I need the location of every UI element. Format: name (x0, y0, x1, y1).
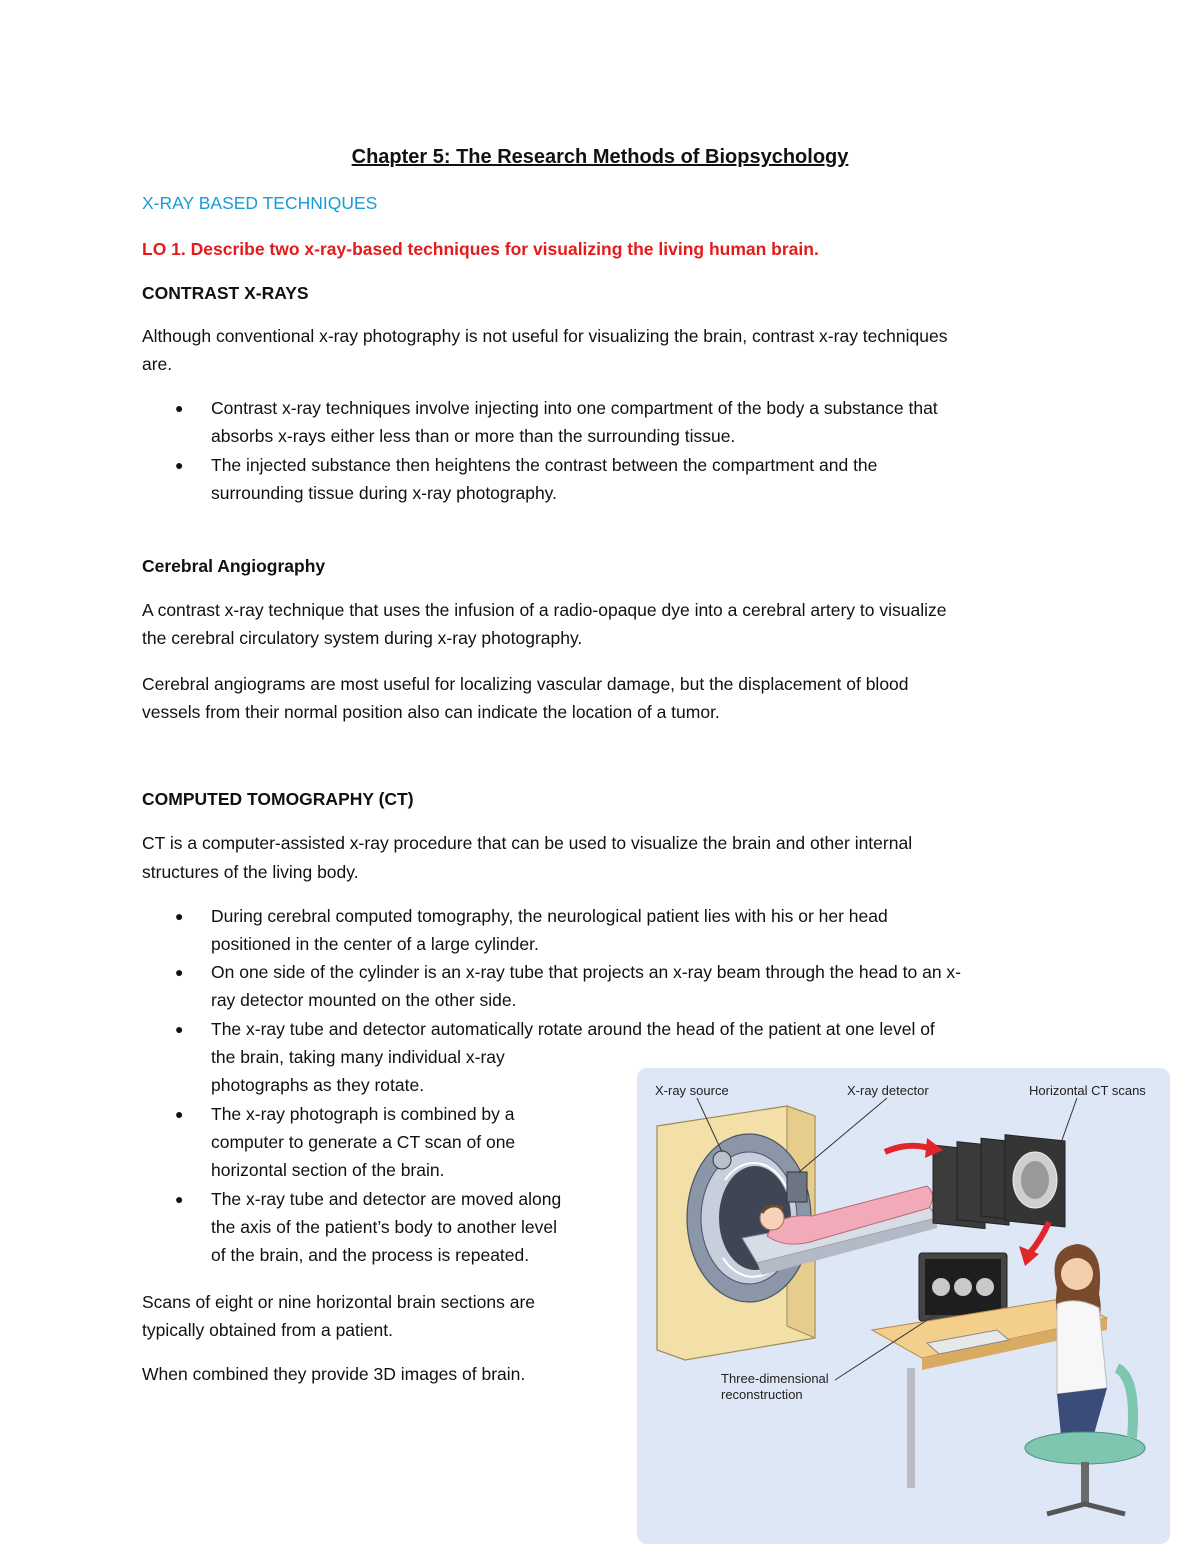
ct-scanner-illustration (637, 1068, 1170, 1544)
ct-bullet-line: of the brain, and the process is repeated. (211, 1245, 530, 1265)
label-horizontal-scans: Horizontal CT scans (1029, 1083, 1146, 1098)
label-reconstruction: reconstruction (721, 1387, 803, 1402)
seated-operator (1025, 1244, 1145, 1514)
ct-closing-line: Scans of eight or nine horizontal brain sections are (142, 1292, 536, 1312)
label-xray-source: X-ray source (655, 1083, 729, 1098)
ct-intro-line: CT is a computer-assisted x-ray procedure that can be used to visualize the brain and other internal (142, 833, 913, 853)
contrast-bullet-line: surrounding tissue during x-ray photography. (211, 483, 557, 503)
ct-bullet-line: photographs as they rotate. (211, 1075, 425, 1095)
ct-bullet-line: ray detector mounted on the other side. (211, 990, 517, 1010)
ct-bullet-line: the brain, taking many individual x-ray (211, 1047, 505, 1067)
ct-closing-line: typically obtained from a patient. (142, 1320, 393, 1340)
bullet-dot: ● (175, 1191, 184, 1207)
ct-bullet-line: computer to generate a CT scan of one (211, 1132, 516, 1152)
ct-closing-line: When combined they provide 3D images of brain. (142, 1364, 526, 1384)
ct-bullet-line: positioned in the center of a large cylinder. (211, 934, 539, 954)
contrast-bullet-line: Contrast x-ray techniques involve injecting into one compartment of the body a substance that (211, 398, 938, 418)
bullet-dot: ● (175, 457, 184, 473)
ct-scanner-figure (637, 1068, 1170, 1544)
contrast-intro-line: are. (142, 354, 173, 374)
arrow-down-icon (1029, 1222, 1049, 1254)
label-reconstruction: Three-dimensional (721, 1371, 829, 1386)
contrast-intro-line: Although conventional x-ray photography is not useful for visualizing the brain, contrast x-ray techniques (142, 326, 948, 346)
contrast-bullet-line: absorbs x-rays either less than or more than the surrounding tissue. (211, 426, 736, 446)
arrow-right-icon (885, 1146, 929, 1152)
contrast-bullet-line: The injected substance then heightens the contrast between the compartment and the (211, 455, 878, 475)
label-xray-detector: X-ray detector (847, 1083, 929, 1098)
angiography-paragraph-line: vessels from their normal position also can indicate the location of a tumor. (142, 702, 720, 722)
ct-bullet-line: On one side of the cylinder is an x-ray tube that projects an x-ray beam through the head to an x- (211, 962, 962, 982)
ct-bullet-line: During cerebral computed tomography, the neurological patient lies with his or her head (211, 906, 888, 926)
horizontal-ct-scans (933, 1135, 1065, 1229)
ct-bullet-line: horizontal section of the brain. (211, 1160, 445, 1180)
bullet-dot: ● (175, 1021, 184, 1037)
ct-bullet-line: the axis of the patient’s body to another level (211, 1217, 558, 1237)
bullet-dot: ● (175, 400, 184, 416)
bullet-dot: ● (175, 964, 184, 980)
bullet-dot: ● (175, 1106, 184, 1122)
ct-bullet-line: The x-ray photograph is combined by a (211, 1104, 515, 1124)
ct-heading: COMPUTED TOMOGRAPHY (CT) (142, 789, 414, 809)
angiography-heading: Cerebral Angiography (142, 556, 326, 576)
ct-bullet-line: The x-ray tube and detector are moved along (211, 1189, 562, 1209)
learning-objective: LO 1. Describe two x-ray-based techniques for visualizing the living human brain. (142, 239, 819, 259)
contrast-heading: CONTRAST X-RAYS (142, 283, 309, 303)
page-title: Chapter 5: The Research Methods of Biopsychology (351, 146, 849, 168)
section-heading: X-RAY BASED TECHNIQUES (142, 193, 378, 213)
xray-detector-block (787, 1172, 807, 1202)
angiography-paragraph-line: the cerebral circulatory system during x-ray photography. (142, 628, 583, 648)
angiography-paragraph-line: Cerebral angiograms are most useful for localizing vascular damage, but the displacement of blood (142, 674, 909, 694)
angiography-paragraph-line: A contrast x-ray technique that uses the infusion of a radio-opaque dye into a cerebral artery to visualize (142, 600, 947, 620)
bullet-dot: ● (175, 908, 184, 924)
ct-intro-line: structures of the living body. (142, 862, 359, 882)
xray-tube (713, 1151, 731, 1169)
ct-bullet-line: The x-ray tube and detector automatically rotate around the head of the patient at one level of (211, 1019, 935, 1039)
